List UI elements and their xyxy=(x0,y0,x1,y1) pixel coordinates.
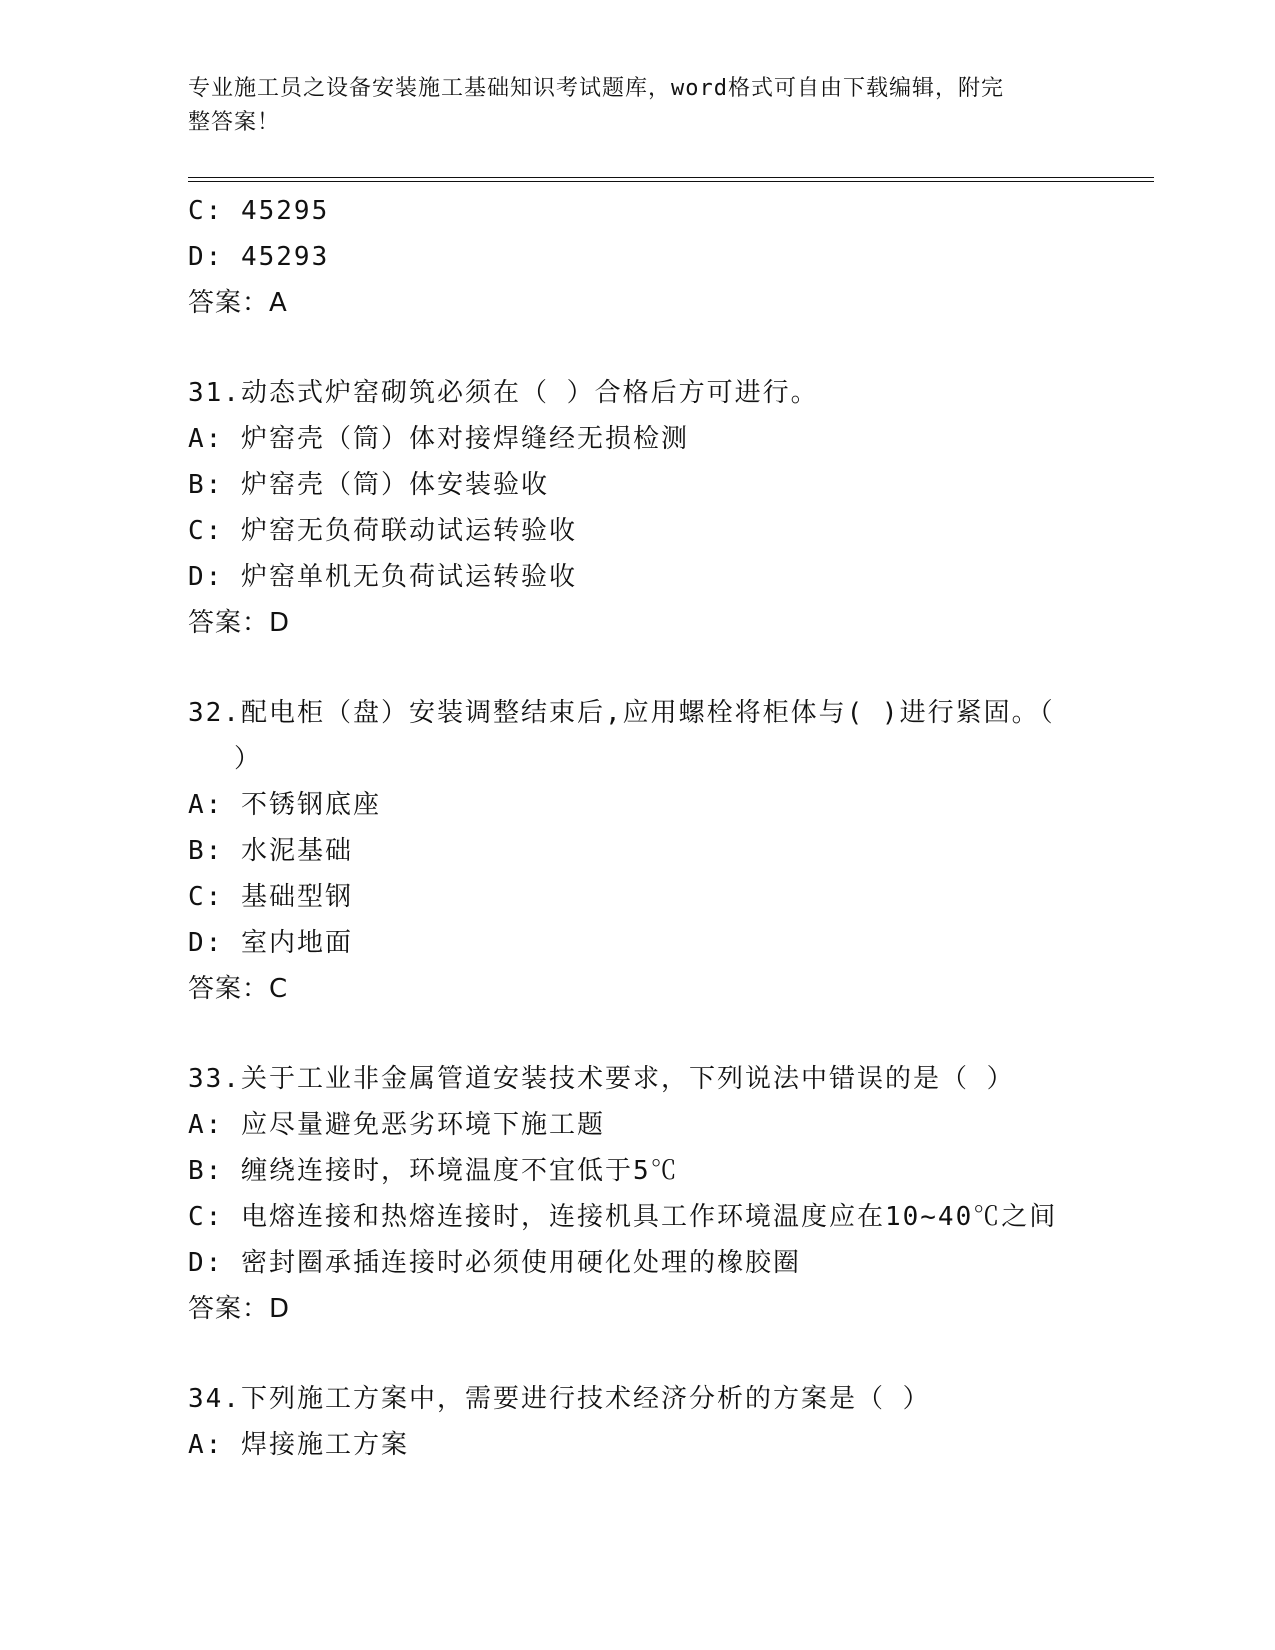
question-stem-continued: ） xyxy=(234,744,263,774)
page-header xyxy=(188,72,1068,140)
header-divider xyxy=(188,177,1154,182)
question-33 xyxy=(188,1056,1088,1332)
question-stem: 31.动态式炉窑砌筑必须在（ ）合格后方可进行。 xyxy=(188,378,819,408)
option-a: A: 应尽量避免恶劣环境下施工题 xyxy=(188,1110,605,1140)
answer-line: 答案：D xyxy=(188,1294,291,1324)
option-d: D: 炉窑单机无负荷试运转验收 xyxy=(188,562,577,592)
answer-line: 答案：A xyxy=(188,288,288,318)
option-b: B: 炉窑壳（筒）体安装验收 xyxy=(188,470,549,500)
question-31 xyxy=(188,370,1088,646)
option-a: A: 不锈钢底座 xyxy=(188,790,381,820)
header-line-2: 整答案！ xyxy=(188,110,281,135)
option-c: C: 电熔连接和热熔连接时，连接机具工作环境温度应在10~40℃之间 xyxy=(188,1202,1058,1232)
question-32 xyxy=(188,690,1088,1012)
answer-line: 答案：C xyxy=(188,974,289,1004)
question-list xyxy=(188,188,1088,1468)
question-34 xyxy=(188,1376,1088,1468)
option-d: D: 45293 xyxy=(188,242,330,272)
answer-line: 答案：D xyxy=(188,608,291,638)
question-30-continued xyxy=(188,188,1088,326)
option-a: A: 炉窑壳（筒）体对接焊缝经无损检测 xyxy=(188,424,689,454)
question-stem: 34.下列施工方案中，需要进行技术经济分析的方案是（ ） xyxy=(188,1384,931,1414)
option-c: C: 基础型钢 xyxy=(188,882,353,912)
option-a: A: 焊接施工方案 xyxy=(188,1430,409,1460)
option-c: C: 炉窑无负荷联动试运转验收 xyxy=(188,516,577,546)
question-stem: 33.关于工业非金属管道安装技术要求，下列说法中错误的是（ ） xyxy=(188,1064,1015,1094)
option-d: D: 密封圈承插连接时必须使用硬化处理的橡胶圈 xyxy=(188,1248,801,1278)
option-d: D: 室内地面 xyxy=(188,928,353,958)
option-b: B: 缠绕连接时，环境温度不宜低于5℃ xyxy=(188,1156,679,1186)
header-line-1: 专业施工员之设备安装施工基础知识考试题库，word格式可自由下载编辑，附完 xyxy=(188,76,1004,101)
question-stem: 32.配电柜（盘）安装调整结束后,应用螺栓将柜体与( )进行紧固。（ xyxy=(188,698,1055,728)
option-b: B: 水泥基础 xyxy=(188,836,353,866)
option-c: C: 45295 xyxy=(188,196,330,226)
